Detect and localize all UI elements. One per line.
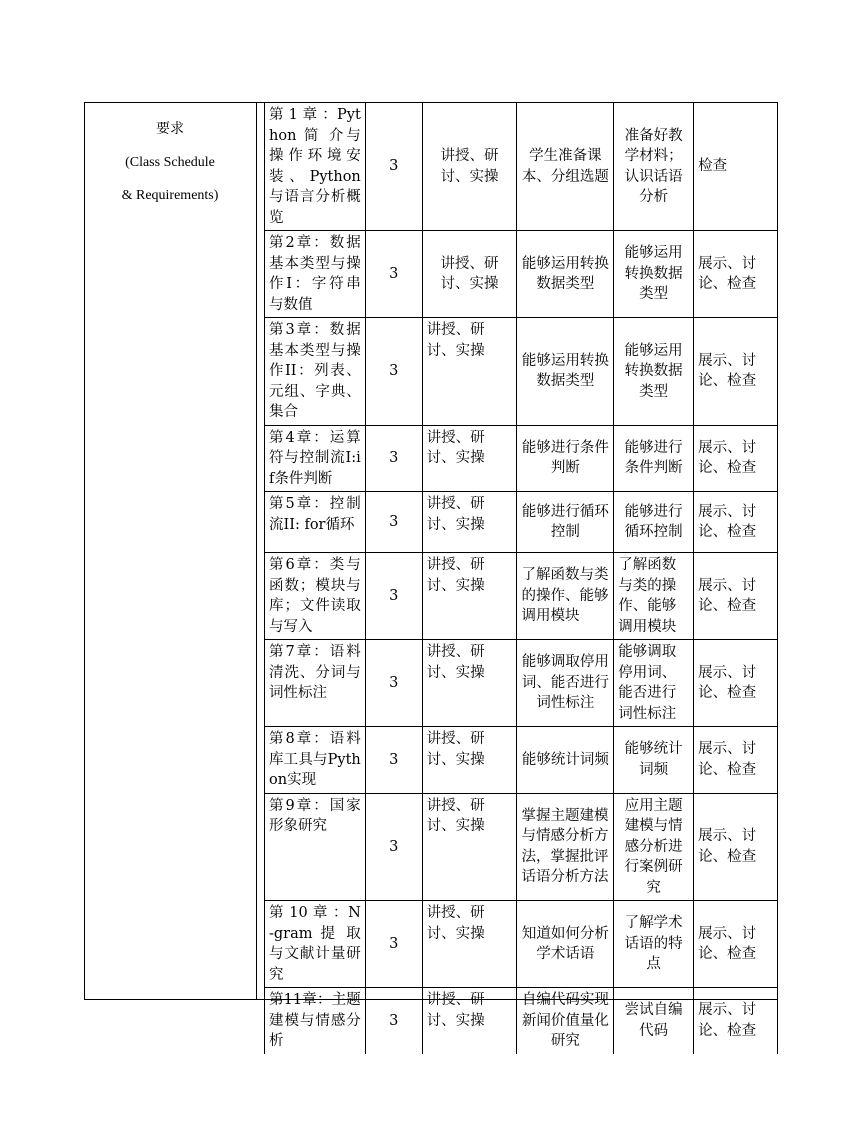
student-task-cell: 能够调取停用词、能否进行词性标注 bbox=[517, 640, 614, 727]
hours-cell: 3 bbox=[365, 492, 422, 553]
table-row bbox=[265, 425, 778, 492]
method-cell: 讲授、研讨、实操 bbox=[422, 553, 517, 640]
method-cell: 讲授、研讨、实操 bbox=[422, 793, 517, 901]
chapter-cell: 第11章：主题建模与情感分析 bbox=[265, 988, 366, 1054]
student-task-cell: 能够进行条件判断 bbox=[517, 425, 614, 492]
assessment-cell: 检查 bbox=[694, 103, 778, 231]
label-en-1: (Class Schedule bbox=[125, 155, 215, 170]
student-task-cell: 学生准备课本、分组选题 bbox=[517, 103, 614, 231]
assessment-cell: 展示、讨论、检查 bbox=[694, 231, 778, 318]
teacher-task-cell: 能够调取停用词、能否进行词性标注 bbox=[614, 640, 694, 727]
student-task-cell: 了解函数与类的操作、能够调用模块 bbox=[517, 553, 614, 640]
table-row bbox=[265, 988, 778, 1054]
teacher-task-cell: 尝试自编代码 bbox=[614, 988, 694, 1054]
assessment-cell: 展示、讨论、检查 bbox=[694, 492, 778, 553]
assessment-cell: 展示、讨论、检查 bbox=[694, 640, 778, 727]
method-cell: 讲授、研讨、实操 bbox=[422, 103, 517, 231]
hours-cell: 3 bbox=[365, 640, 422, 727]
teacher-task-cell: 了解学术话语的特点 bbox=[614, 901, 694, 988]
schedule-frame bbox=[84, 102, 778, 1049]
chapter-cell: 第 10 章 ：N-gram 提 取与文献计量研究 bbox=[265, 901, 366, 988]
teacher-task-cell: 能够进行循环控制 bbox=[614, 492, 694, 553]
method-cell: 讲授、研讨、实操 bbox=[422, 640, 517, 727]
hours-cell: 3 bbox=[365, 103, 422, 231]
chapter-cell: 第2章：数据基本类型与操作I：字符串与数值 bbox=[265, 231, 366, 318]
table-row bbox=[265, 492, 778, 553]
teacher-task-cell: 能够进行条件判断 bbox=[614, 425, 694, 492]
hours-cell: 3 bbox=[365, 231, 422, 318]
chapter-cell: 第3章：数据基本类型与操作II：列表、元组、字典、集合 bbox=[265, 318, 366, 426]
teacher-task-cell: 应用主题建模与情感分析进行案例研究 bbox=[614, 793, 694, 901]
student-task-cell: 能够进行循环控制 bbox=[517, 492, 614, 553]
chapter-cell: 第4章：运算符与控制流I:if条件判断 bbox=[265, 425, 366, 492]
student-task-cell: 自编代码实现新闻价值量化研究 bbox=[517, 988, 614, 1054]
label-zh: 要求 bbox=[156, 122, 184, 137]
table-row bbox=[265, 901, 778, 988]
assessment-cell: 展示、讨论、检查 bbox=[694, 318, 778, 426]
label-en-2: & Requirements) bbox=[121, 188, 219, 203]
method-cell: 讲授、研讨、实操 bbox=[422, 727, 517, 794]
table-row bbox=[265, 793, 778, 901]
hours-cell: 3 bbox=[365, 318, 422, 426]
method-cell: 讲授、研讨、实操 bbox=[422, 318, 517, 426]
method-cell: 讲授、研讨、实操 bbox=[422, 425, 517, 492]
chapter-cell: 第9章：国家形象研究 bbox=[265, 793, 366, 901]
table-row bbox=[265, 640, 778, 727]
method-cell: 讲授、研讨、实操 bbox=[422, 988, 517, 1054]
chapter-cell: 第8章：语料库工具与Python实现 bbox=[265, 727, 366, 794]
assessment-cell: 展示、讨论、检查 bbox=[694, 793, 778, 901]
requirements-label-cell bbox=[84, 103, 256, 999]
chapter-cell: 第6章：类与函数；模块与库；文件读取与写入 bbox=[265, 553, 366, 640]
table-row bbox=[265, 103, 778, 231]
left-column-divider bbox=[256, 103, 257, 999]
teacher-task-cell: 能够运用转换数据类型 bbox=[614, 318, 694, 426]
table-row bbox=[265, 727, 778, 794]
hours-cell: 3 bbox=[365, 793, 422, 901]
chapter-cell: 第7章：语料清洗、分词与词性标注 bbox=[265, 640, 366, 727]
student-task-cell: 能够统计词频 bbox=[517, 727, 614, 794]
assessment-cell: 展示、讨论、检查 bbox=[694, 901, 778, 988]
assessment-cell: 展示、讨论、检查 bbox=[694, 553, 778, 640]
chapter-cell: 第5章：控制流II: for循环 bbox=[265, 492, 366, 553]
chapter-cell: 第 1 章 ：Python 简 介与操作环境安装、Python与语言分析概览 bbox=[265, 103, 366, 231]
student-task-cell: 能够运用转换数据类型 bbox=[517, 318, 614, 426]
table-row bbox=[265, 553, 778, 640]
hours-cell: 3 bbox=[365, 901, 422, 988]
student-task-cell: 知道如何分析学术话语 bbox=[517, 901, 614, 988]
schedule-table bbox=[264, 103, 778, 1054]
table-row bbox=[265, 231, 778, 318]
requirements-label bbox=[84, 113, 256, 212]
hours-cell: 3 bbox=[365, 425, 422, 492]
teacher-task-cell: 能够统计词频 bbox=[614, 727, 694, 794]
teacher-task-cell: 能够运用转换数据类型 bbox=[614, 231, 694, 318]
assessment-cell: 展示、讨论、检查 bbox=[694, 425, 778, 492]
student-task-cell: 能够运用转换数据类型 bbox=[517, 231, 614, 318]
hours-cell: 3 bbox=[365, 553, 422, 640]
teacher-task-cell: 了解函数与类的操作、能够调用模块 bbox=[614, 553, 694, 640]
teacher-task-cell: 准备好教学材料；认识话语分析 bbox=[614, 103, 694, 231]
hours-cell: 3 bbox=[365, 988, 422, 1054]
assessment-cell: 展示、讨论、检查 bbox=[694, 988, 778, 1054]
method-cell: 讲授、研讨、实操 bbox=[422, 492, 517, 553]
method-cell: 讲授、研讨、实操 bbox=[422, 231, 517, 318]
student-task-cell: 掌握主题建模与情感分析方法，掌握批评话语分析方法 bbox=[517, 793, 614, 901]
hours-cell: 3 bbox=[365, 727, 422, 794]
method-cell: 讲授、研讨、实操 bbox=[422, 901, 517, 988]
table-row bbox=[265, 318, 778, 426]
assessment-cell: 展示、讨论、检查 bbox=[694, 727, 778, 794]
